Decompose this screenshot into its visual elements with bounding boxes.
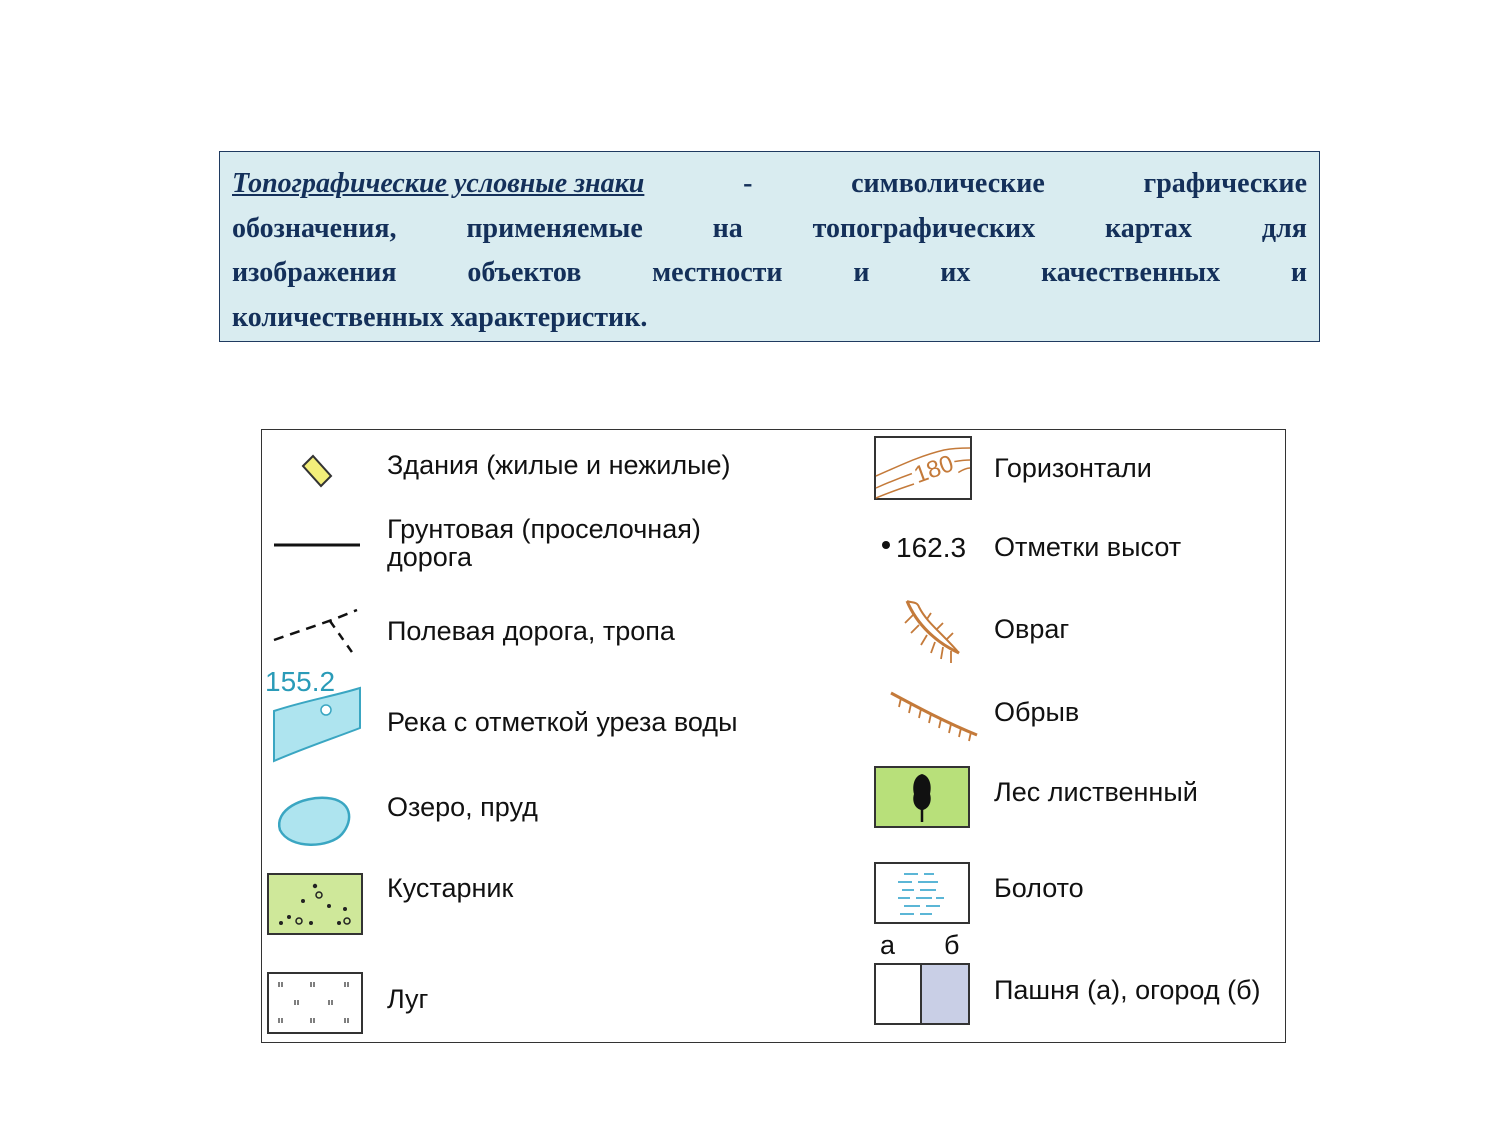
deciduous-forest-icon <box>874 766 970 828</box>
legend-label: Грунтовая (проселочная) дорога <box>387 514 701 572</box>
spot-height-mark: 162.3 <box>896 532 967 563</box>
definition-word: обозначения, <box>232 212 397 244</box>
definition-line-2 <box>232 207 1307 252</box>
legend-label: Овраг <box>994 614 1070 644</box>
definition-word: для <box>1261 212 1307 244</box>
legend-label: Пашня (а), огород (б) <box>994 975 1261 1005</box>
legend-label: Здания (жилые и нежилые) <box>387 450 731 480</box>
definition-word: на <box>712 212 743 244</box>
definition-word: применяемые <box>466 212 643 244</box>
legend-label: Озеро, пруд <box>387 792 538 822</box>
legend-label: Луг <box>387 984 429 1014</box>
legend-label: Горизонтали <box>994 453 1152 483</box>
lake-icon <box>272 790 354 850</box>
field-road-path-icon <box>272 605 367 660</box>
definition-box <box>219 151 1320 342</box>
legend-label: Отметки высот <box>994 532 1182 562</box>
building-icon <box>297 452 337 492</box>
arable-garden-icon <box>874 963 970 1025</box>
contour-height-mark: 180 <box>910 449 958 490</box>
ravine-icon <box>897 595 967 670</box>
definition-word: качественных <box>1041 257 1221 288</box>
definition-word: местности <box>652 257 783 288</box>
legend-panel <box>261 429 1286 1043</box>
definition-line-4 <box>232 296 1307 341</box>
definition-word: - <box>743 168 753 199</box>
legend-label: Кустарник <box>387 873 514 903</box>
dirt-road-icon <box>272 538 362 552</box>
definition-line-3 <box>232 251 1307 296</box>
definition-term: Топографические условные знаки <box>232 168 645 199</box>
legend-label: Болото <box>994 873 1084 903</box>
definition-line-1 <box>232 162 1307 207</box>
definition-word: топографических <box>812 212 1036 244</box>
shrub-icon <box>267 873 363 935</box>
water-level-mark: 155.2 <box>265 666 336 697</box>
garden-letter: б <box>944 930 960 960</box>
definition-word: символические <box>851 168 1045 199</box>
legend-label: Полевая дорога, тропа <box>387 616 675 646</box>
definition-word: графические <box>1143 168 1307 199</box>
definition-word: и <box>1290 257 1307 288</box>
definition-word: картах <box>1105 212 1193 244</box>
definition-word: объектов <box>467 257 582 288</box>
swamp-icon <box>874 862 970 924</box>
legend-label: Лес лиственный <box>994 777 1198 807</box>
definition-word: и <box>853 257 870 288</box>
legend-label: Обрыв <box>994 697 1080 727</box>
cliff-icon <box>887 685 982 745</box>
arable-letter: а <box>880 930 896 960</box>
legend-label: Река с отметкой уреза воды <box>387 707 738 737</box>
spot-height-dot-icon <box>882 541 890 549</box>
definition-word: изображения <box>232 257 397 288</box>
definition-word: количественных характеристик. <box>232 301 648 333</box>
meadow-icon <box>267 972 363 1034</box>
definition-word: их <box>940 257 971 288</box>
